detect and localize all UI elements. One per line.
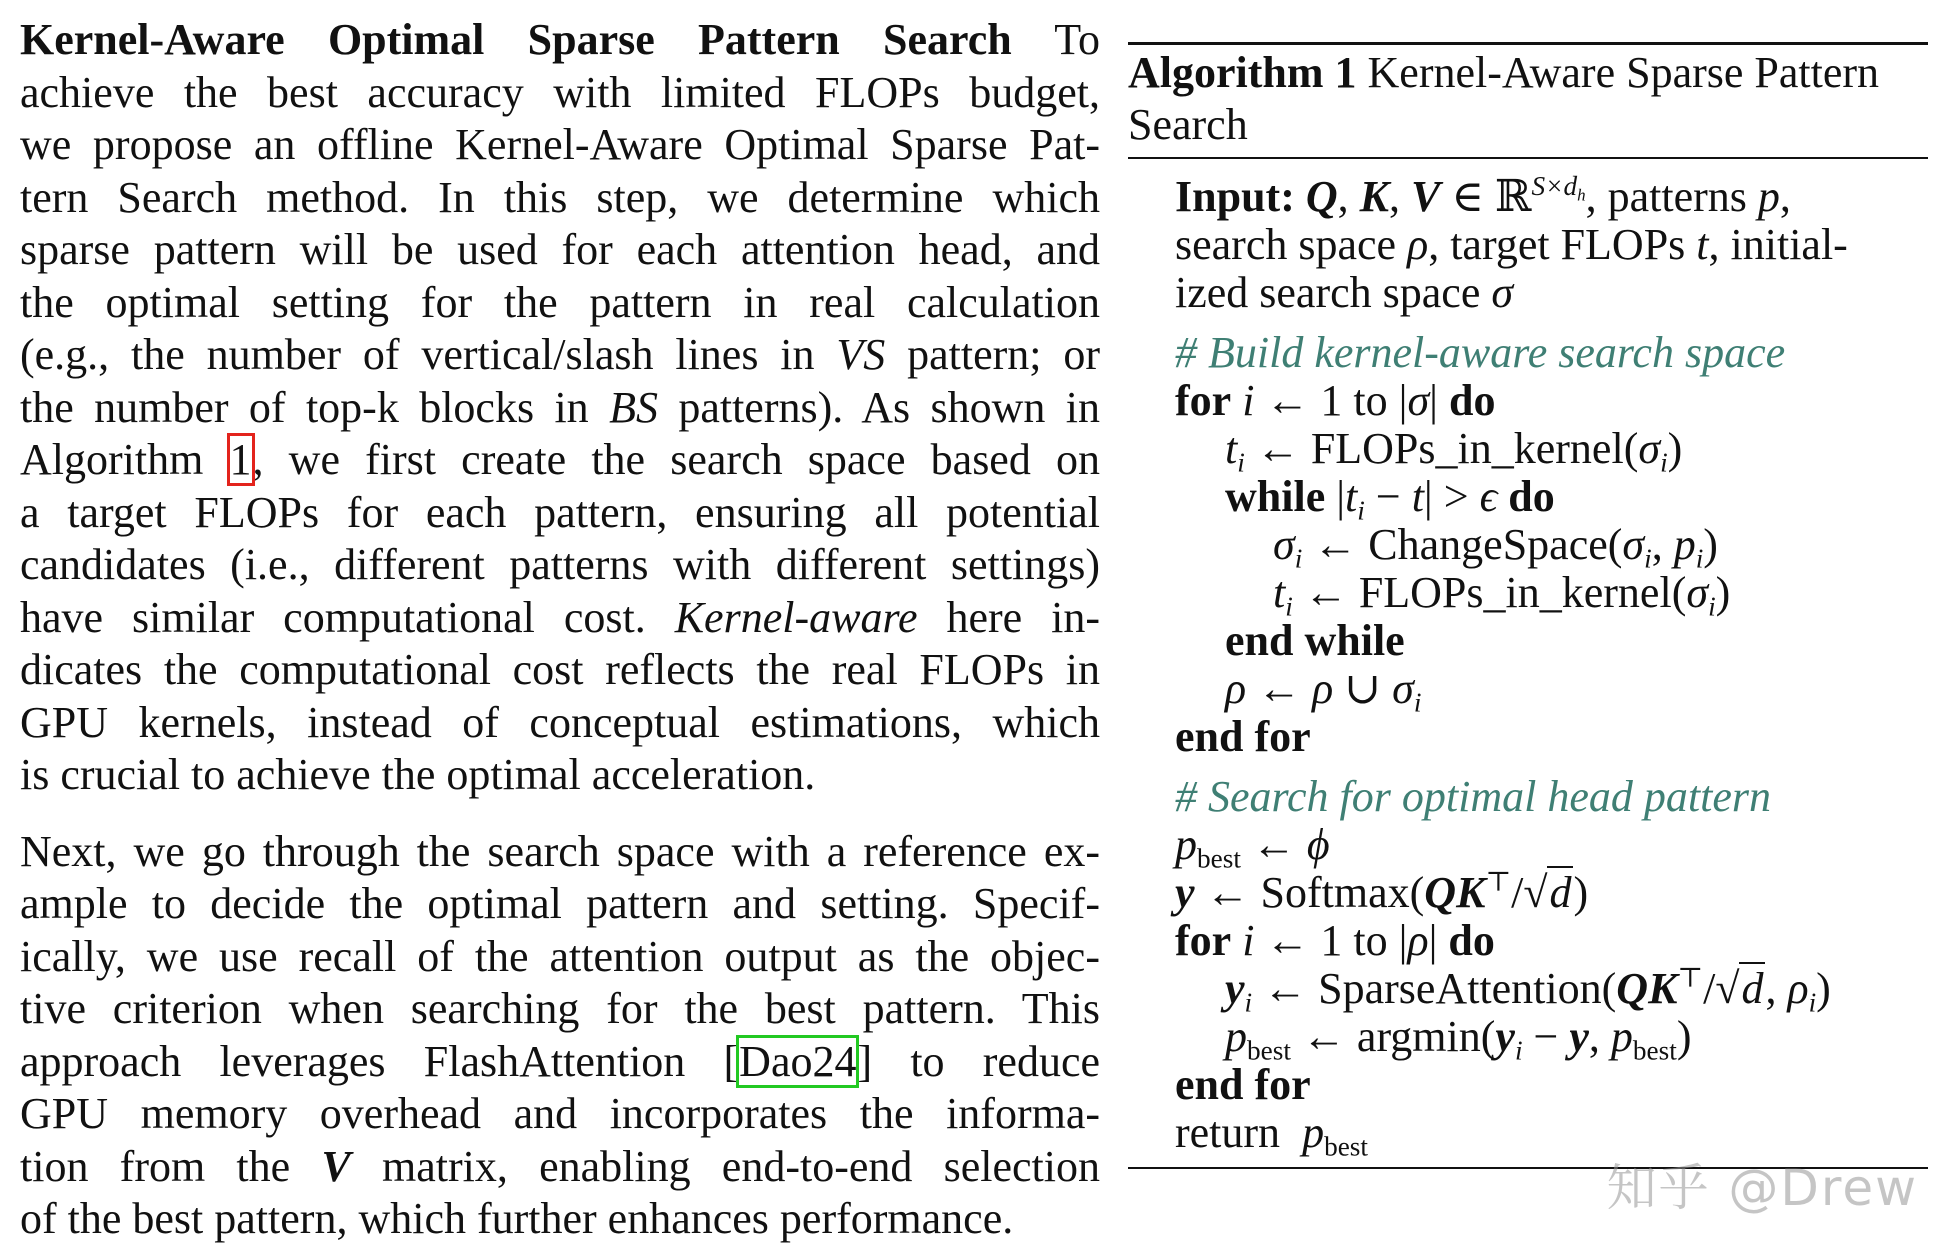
algo-change-space: $\sigma_i$ ← $ChangeSpace(\sigma_i$, $p_i$) [1273,520,1718,574]
text-run: Algorithm [20,435,229,484]
text-line [20,329,1100,382]
text-line [20,878,1100,931]
text-run: sparse pattern will be used for each attention head, and [20,225,1100,274]
text-line [20,931,1100,984]
text-run: V [321,1141,351,1191]
text-line [20,172,1100,225]
text-run: tive criterion when searching for the best pattern. This [20,984,1100,1033]
text-run: we propose an offline Kernel-Aware Optimal Sparse Pat- [20,120,1100,169]
algorithm-title: Kernel-Aware Sparse Pattern [1356,48,1880,97]
algo-sparse-attention: $y_i$ ← SparseAttention(QK⊤/√d, $\rho_i$) [1225,962,1831,1018]
algo-return: return $p_{best}$ [1175,1108,1368,1162]
text-run: approach leverages FlashAttention [ [20,1036,739,1086]
algo-while: while $|t_i - t| > \epsilon$ do [1225,472,1555,526]
text-line [20,539,1100,592]
text-line [20,1193,1100,1246]
text-run: the number of top-k blocks in [20,382,610,432]
text-run: patterns). As shown in [657,382,1100,432]
algo-end-for-1: end for [1175,712,1311,761]
text-run: ample to decide the optimal pattern and setting. Specif- [20,879,1100,928]
algo-argmin: $p_{best}$ ← $argmin(y_i - y$, $p_{best}$) [1225,1012,1692,1066]
text-run: (e.g., the number of vertical/slash lines in [20,330,837,379]
text-line [20,224,1100,277]
text-run: dicates the computational cost reflects the real FLOPs in [20,645,1100,694]
algo-rho-union: ρ ← ρ ∪ $\sigma_i$ [1225,664,1422,718]
algo-end-while: end while [1225,616,1405,665]
algo-comment-search: # Search for optimal head pattern [1175,772,1771,821]
text-line [20,1088,1100,1141]
text-run: Next, we go through the search space with a reference ex- [20,826,1100,876]
algo-input-line-3: ized search space σ [1175,268,1514,317]
text-line [20,14,1100,67]
text-run: BS [609,382,658,432]
text-run: matrix, enabling end-to-end selection [350,1141,1100,1191]
text-run: pattern; or [885,330,1100,379]
watermark-text: 知乎 @Drew [1606,1159,1918,1217]
text-line [20,382,1100,435]
algo-ti-flops-update: $t_i$ ← $FLOPs\_in\_kernel(\sigma_i)$ [1273,568,1731,622]
algo-comment-build: # Build kernel-aware search space [1175,328,1786,377]
text-run: tern Search method. In this step, we determine which [20,172,1100,222]
text-line [20,1141,1100,1194]
text-line [20,119,1100,172]
algo-for-rho: for i ← 1 to |ρ| do [1175,916,1495,965]
text-run: tion from the [20,1141,322,1191]
text-run: VS [836,330,886,379]
text-line [20,434,1100,487]
text-run: here in- [917,592,1100,642]
body-text-column [20,14,1100,1246]
text-run: GPU kernels, instead of conceptual estimations, which [20,697,1100,747]
algo-input-line-2: search space ρ, target FLOPs t, initial- [1175,220,1848,269]
algorithm-title-cont: Search [1128,100,1248,149]
text-line [20,826,1100,879]
text-line [20,67,1100,120]
text-run: the optimal setting for the pattern in real calculation [20,277,1100,327]
paragraph-text [20,826,1100,1246]
text-line [20,277,1100,330]
paragraph-text [20,14,1100,802]
text-run: To [1011,15,1100,64]
text-run: a target FLOPs for each pattern, ensuring all potential [20,487,1100,537]
text-line [20,749,1100,802]
algorithm-reference-link[interactable]: 1 [229,435,252,484]
text-line [20,592,1100,645]
algo-softmax: y ← Softmax(QK⊤/√d) [1175,866,1589,917]
text-line [20,1036,1100,1089]
text-run: have similar computational cost. [20,592,675,642]
text-run: ] to reduce [857,1036,1101,1086]
text-run: candidates (i.e., different patterns with different settings) [20,540,1100,589]
paragraph-search-procedure [20,826,1100,1246]
algo-ti-flops: $t_i$ ← $FLOPs\_in\_kernel(\sigma_i)$ [1225,424,1683,478]
text-run: of the best pattern, which further enhances performance. [20,1194,1014,1243]
text-line [20,983,1100,1036]
paragraph-heading: Kernel-Aware Optimal Sparse Pattern Search [20,15,1012,64]
text-run: Kernel-aware [674,592,918,642]
algo-input-line-1: Input: Q, K, V ∈ ℝ$^{S\times d_h}$, patterns p, [1175,170,1791,221]
algo-end-for-2: end for [1175,1060,1311,1109]
text-run: achieve the best accuracy with limited FLOPs budget, [20,67,1100,117]
algorithm-label: Algorithm 1 [1128,48,1357,97]
text-run: GPU memory overhead and incorporates the informa- [20,1089,1100,1138]
text-line [20,487,1100,540]
text-run: ically, we use recall of the attention output as the objec- [20,931,1100,981]
text-line [20,644,1100,697]
algo-pbest-init: $p_{best}$ ← ϕ [1175,820,1330,874]
paragraph-kernel-aware-search [20,14,1100,802]
algorithm-body [1128,159,1928,1167]
text-line [20,697,1100,750]
algo-for-sigma: for i ← 1 to |σ| do [1175,376,1496,425]
algorithm-header [1128,45,1928,157]
algorithm-box [1128,42,1928,1169]
text-run: is crucial to achieve the optimal acceleration. [20,750,816,799]
text-run: , we first create the search space based on [252,435,1101,484]
citation-link[interactable]: Dao24 [739,1036,857,1086]
